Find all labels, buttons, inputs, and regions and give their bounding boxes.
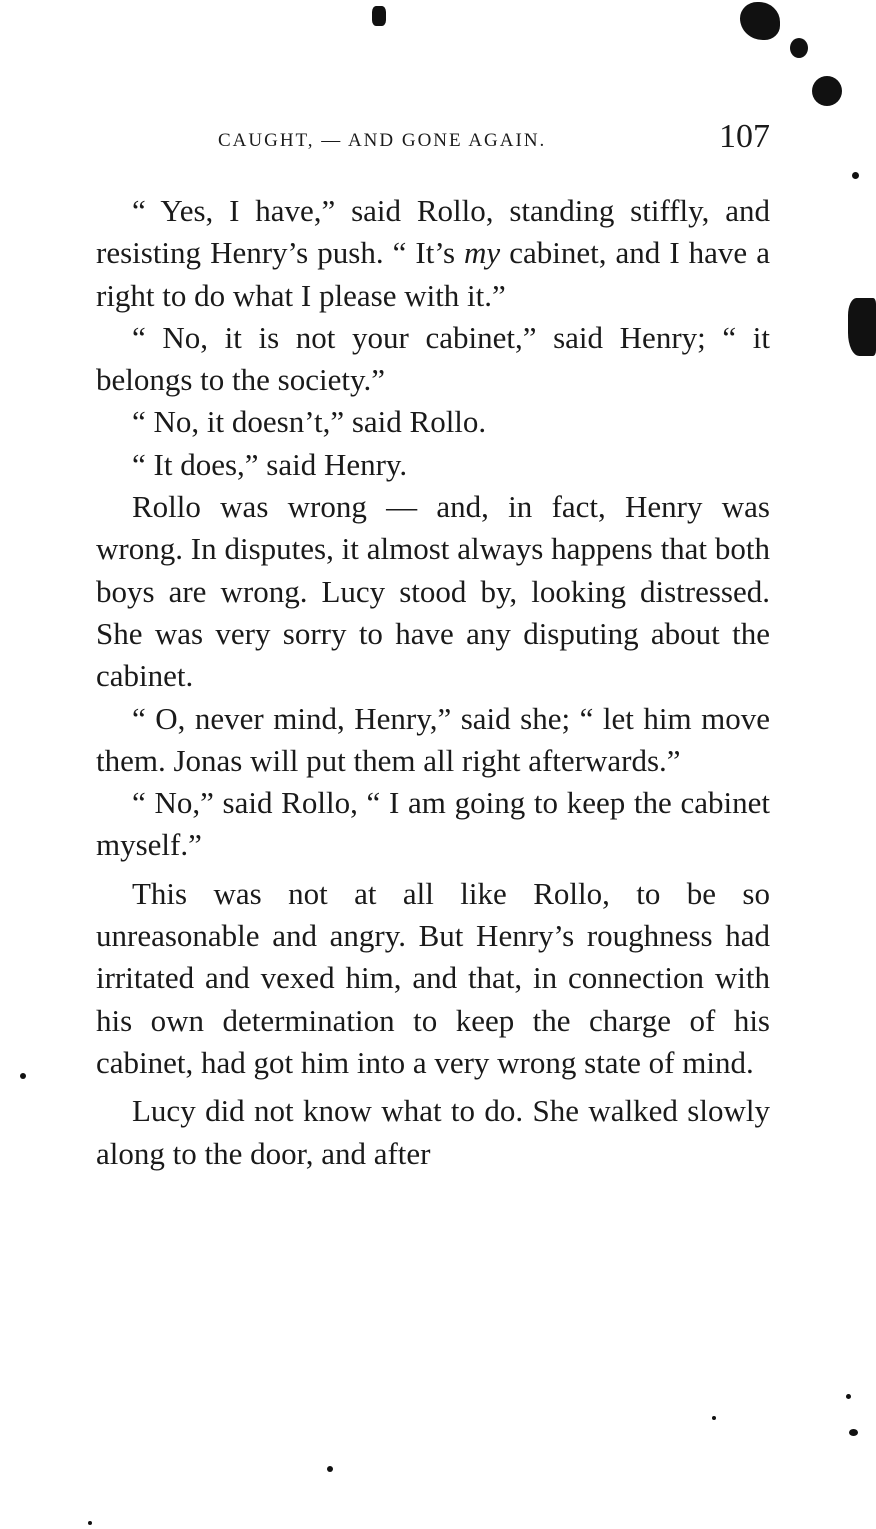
paragraph: Rollo was wrong — and, in fact, Henry was wrong. In disputes, it almost always happens that both boys are wrong. Lucy stood by, looking distressed. She was very sorry to have any disputing about the cabinet. <box>96 489 770 694</box>
page-number: 107 <box>719 118 770 155</box>
paragraph: “ It does,” said Henry. <box>132 446 408 482</box>
running-head: CAUGHT, — AND GONE AGAIN. <box>218 130 547 151</box>
speck <box>852 172 859 179</box>
speck <box>712 1416 716 1420</box>
speck <box>846 1394 851 1399</box>
paragraph-text: cabinet, and I have a right to do what I please with it.” <box>96 235 770 313</box>
paragraph: “ No, it doesn’t,” said Rollo. <box>132 404 487 440</box>
emphasized-word: my <box>464 235 501 271</box>
page-header <box>96 118 770 162</box>
paragraph: This was not at all like Rollo, to be so unreasonable and angry. But Henry’s roughness had irritated and vexed him, and that, in connection with his own determination to keep the charge of his cabinet, had got him into a very wrong state of mind. <box>96 875 770 1080</box>
paragraph: “ No,” said Rollo, “ I am going to keep the cabinet myself.” <box>96 785 770 863</box>
paragraph: Lucy did not know what to do. She walked slowly along to the door, and after <box>96 1093 770 1171</box>
paragraph: “ No, it is not your cabinet,” said Henry; “ it belongs to the society.” <box>96 319 770 398</box>
ink-blot <box>812 76 842 106</box>
paragraph: “ O, never mind, Henry,” said she; “ let him move them. Jonas will put them all right afterwards.” <box>96 700 770 778</box>
paragraph-text: “ Yes, I have,” said Rollo, standing stiffly, and resisting Henry’s push. “ It’s <box>96 193 770 271</box>
ink-blot <box>848 298 876 356</box>
paragraph <box>96 190 770 317</box>
speck <box>20 1073 26 1079</box>
body-text <box>96 190 770 1175</box>
ink-blot <box>372 6 386 26</box>
ink-blot <box>790 38 808 58</box>
speck <box>327 1466 333 1472</box>
speck <box>849 1429 858 1436</box>
speck <box>88 1521 92 1525</box>
ink-blot <box>740 2 780 40</box>
